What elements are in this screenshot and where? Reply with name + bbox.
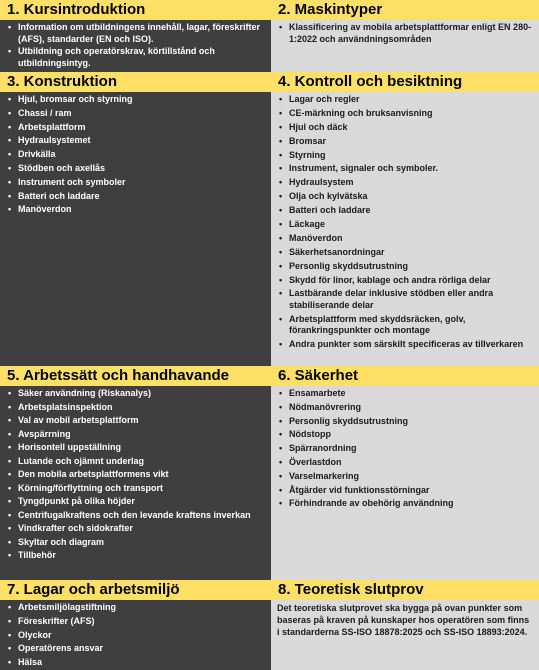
list-item: • Hydraulsystemet — [8, 135, 267, 147]
list-item: • Centrifugalkraftens och den levande kraftens inverkan — [8, 510, 267, 522]
list-item: • Förhindrande av obehörig användning — [279, 498, 535, 510]
section-list — [0, 386, 271, 564]
list-item: • Styrning — [279, 150, 535, 162]
section-kontroll-och-besiktning — [271, 72, 539, 366]
section-title: 8. Teoretisk slutprov — [271, 580, 539, 600]
list-item: • Hjul, bromsar och styrning — [8, 94, 267, 106]
list-item: • Instrument, signaler och symboler. — [279, 163, 535, 175]
list-item: • Horisontell uppställning — [8, 442, 267, 454]
section-title: 2. Maskintyper — [271, 0, 539, 20]
list-item: • CE-märkning och bruksanvisning — [279, 108, 535, 120]
list-item: • Chassi / ram — [8, 108, 267, 120]
list-item: • Hälsa — [8, 657, 267, 669]
list-item: • Varselmarkering — [279, 471, 535, 483]
section-sakerhet — [271, 366, 539, 580]
list-item: • Arbetsmiljölagstiftning — [8, 602, 267, 614]
list-item: • Manöverdon — [279, 233, 535, 245]
list-item: • Lutande och ojämnt underlag — [8, 456, 267, 468]
list-item: • Nödstopp — [279, 429, 535, 441]
list-item: • Vindkrafter och sidokrafter — [8, 523, 267, 535]
list-item: • Föreskrifter (AFS) — [8, 616, 267, 628]
list-item: • Ensamarbete — [279, 388, 535, 400]
list-item: • Drivkälla — [8, 149, 267, 161]
list-item: • Olyckor — [8, 630, 267, 642]
section-list — [271, 92, 539, 353]
section-list — [271, 20, 539, 47]
list-item: • Batteri och laddare — [279, 205, 535, 217]
list-item: • Lastbärande delar inklusive stödben eller andra stabiliserande delar — [279, 288, 535, 311]
section-arbetssatt-och-handhavande — [0, 366, 271, 580]
list-item: • Operatörens ansvar — [8, 643, 267, 655]
list-item: • Säkerhetsanordningar — [279, 247, 535, 259]
list-item: • Arbetsplatsinspektion — [8, 402, 267, 414]
section-title: 1. Kursintroduktion — [0, 0, 271, 20]
section-list — [0, 92, 271, 218]
list-item: • Den mobila arbetsplattformens vikt — [8, 469, 267, 481]
section-teoretisk-slutprov — [271, 580, 539, 670]
list-item: • Stödben och axellås — [8, 163, 267, 175]
list-item: • Hydraulsystem — [279, 177, 535, 189]
list-item: • Arbetsplattform med skyddsräcken, golv, förankringspunkter och montage — [279, 314, 535, 337]
list-item: • Arbetsplattform — [8, 122, 267, 134]
list-item: • Nödmanövrering — [279, 402, 535, 414]
section-title: 6. Säkerhet — [271, 366, 539, 386]
list-item: • Hjul och däck — [279, 122, 535, 134]
list-item: • Spärranordning — [279, 443, 535, 455]
list-item: • Instrument och symboler — [8, 177, 267, 189]
list-item: • Läckage — [279, 219, 535, 231]
section-list — [271, 386, 539, 512]
list-item: • Personlig skyddsutrustning — [279, 416, 535, 428]
section-title: 5. Arbetssätt och handhavande — [0, 366, 271, 386]
list-item: • Lagar och regler — [279, 94, 535, 106]
list-item: • Manöverdon — [8, 204, 267, 216]
list-item: • Batteri och laddare — [8, 191, 267, 203]
section-list — [0, 600, 271, 670]
list-item: • Avspärrning — [8, 429, 267, 441]
list-item: • Åtgärder vid funktionsstörningar — [279, 485, 535, 497]
list-item: • Personlig skyddsutrustning — [279, 261, 535, 273]
list-item: • Säker användning (Riskanalys) — [8, 388, 267, 400]
list-item: • Utbildning och operatörskrav, körtillstånd och utbildningsintyg. — [8, 46, 267, 69]
section-title: 3. Konstruktion — [0, 72, 271, 92]
list-item: • Tyngdpunkt på olika höjder — [8, 496, 267, 508]
list-item: • Olja och kylvätska — [279, 191, 535, 203]
section-title: 7. Lagar och arbetsmiljö — [0, 580, 271, 600]
list-item: • Överlastdon — [279, 457, 535, 469]
list-item: • Skyltar och diagram — [8, 537, 267, 549]
section-title: 4. Kontroll och besiktning — [271, 72, 539, 92]
section-list — [0, 20, 271, 70]
section-paragraph: Det teoretiska slutprovet ska bygga på ovan punkter som baseras på kraven på kunskaper hos operatören som finns i standarderna SS-ISO 18878:2025 och SS-ISO 18893:2024. — [277, 603, 530, 637]
list-item: • Val av mobil arbetsplattform — [8, 415, 267, 427]
list-item: • Tillbehör — [8, 550, 267, 562]
section-kursintroduktion — [0, 0, 271, 72]
list-item: • Körning/förflyttning och transport — [8, 483, 267, 495]
list-item: • Bromsar — [279, 136, 535, 148]
list-item: • Information om utbildningens innehåll, lagar, föreskrifter (AFS), standarder (EN och ISO). — [8, 22, 267, 45]
list-item: • Andra punkter som särskilt specificeras av tillverkaren — [279, 339, 535, 351]
list-item: • Skydd för linor, kablage och andra rörliga delar — [279, 275, 535, 287]
section-lagar-och-arbetsmiljo — [0, 580, 271, 670]
list-item: • Klassificering av mobila arbetsplattformar enligt EN 280-1:2022 och användningsområden — [279, 22, 535, 45]
section-maskintyper — [271, 0, 539, 72]
section-konstruktion — [0, 72, 271, 366]
